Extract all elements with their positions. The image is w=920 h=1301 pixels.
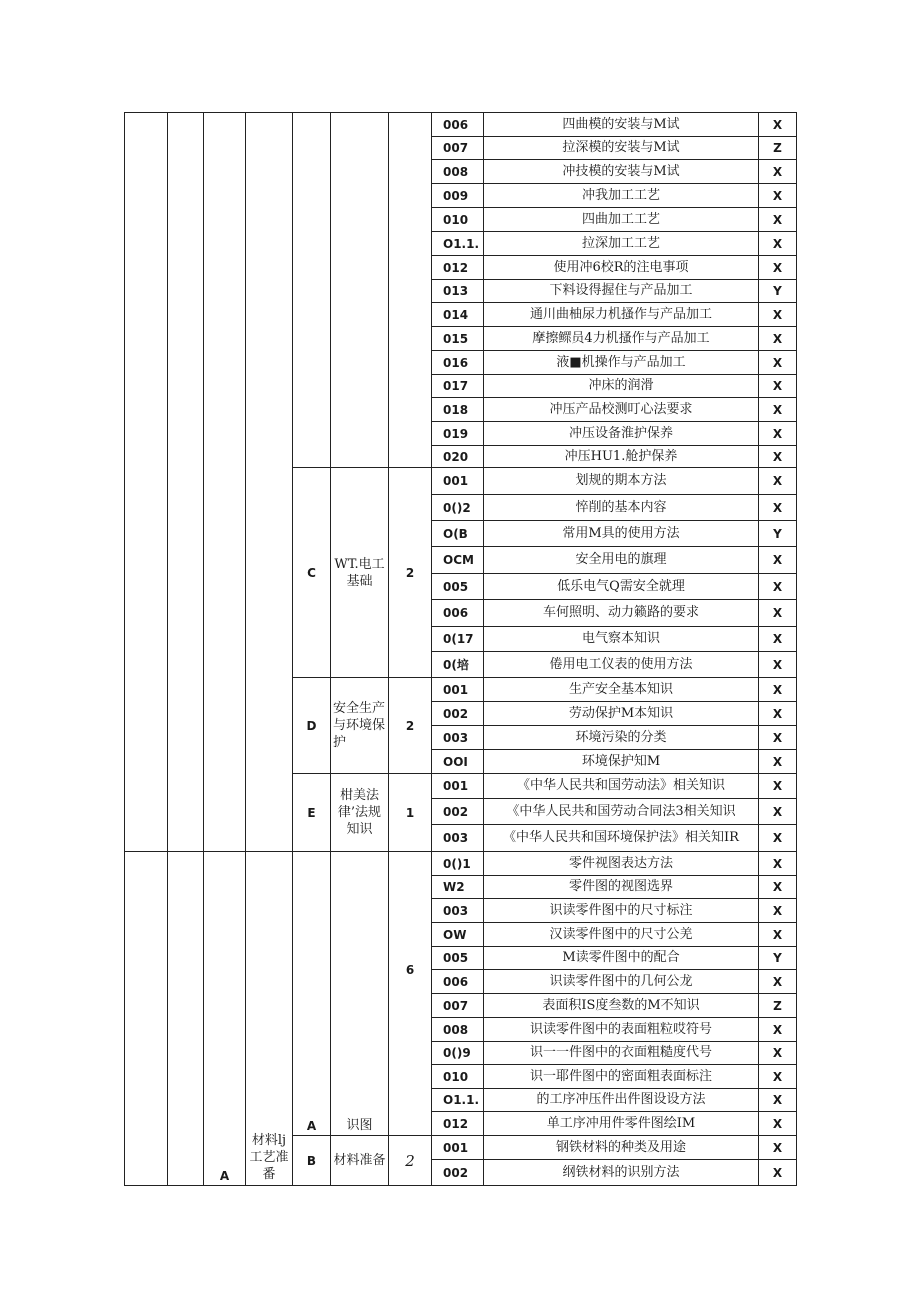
item-title: 液■机操作与产品加工 [484,351,759,375]
cell-line: 护 [333,735,347,750]
cell-line: 与环境保 [333,718,386,733]
item-title: 零件视图表达方法 [484,852,759,876]
item-title: 环境保护知M [484,750,759,774]
item-code: 005 [432,947,484,970]
item-title: 汉读零件图中的尺寸公羌 [484,923,759,947]
cell-line: 番 [262,1167,276,1182]
importance-mark: X [759,208,797,232]
item-title: 拉深模的安装与M试 [484,137,759,160]
importance-mark: X [759,495,797,521]
item-title: 的工序冲压件出件图设设方法 [484,1089,759,1112]
importance-mark: Z [759,994,797,1018]
importance-mark: X [759,160,797,184]
group-name-cell [331,113,389,468]
item-code: O1.1. [432,232,484,256]
item-title: 零件图的视图选界 [484,876,759,899]
importance-mark: X [759,825,797,852]
item-title: 识读零件图中的表面粗粒哎符号 [484,1018,759,1042]
importance-mark: X [759,232,797,256]
importance-mark: X [759,774,797,799]
cell-line: 材料lj [251,1133,287,1148]
item-title: 冲压设备淮护保养 [484,422,759,446]
importance-mark: X [759,1018,797,1042]
importance-mark: X [759,852,797,876]
item-title: 劳动保护M本知识 [484,702,759,726]
item-title: 拉深加工工艺 [484,232,759,256]
importance-mark: X [759,327,797,351]
item-code: 003 [432,825,484,852]
item-code: 0()9 [432,1042,484,1065]
item-code: OOI [432,750,484,774]
cell-line: 律’法规 [337,805,382,820]
group-letter-c: C [293,468,331,678]
group-name-b: 材料准备 [331,1136,389,1186]
item-code: 019 [432,422,484,446]
importance-mark: X [759,899,797,923]
item-title: 低乐电气Q需安全就理 [484,574,759,600]
item-code: 016 [432,351,484,375]
item-title: 环境污染的分类 [484,726,759,750]
item-title: 表面积IS度叁数的M不知识 [484,994,759,1018]
item-title: 单工序冲用件零件图绘IM [484,1112,759,1136]
item-title: 倦用电工仪表的使用方法 [484,652,759,678]
cell-line: 工艺准 [249,1150,289,1165]
importance-mark: X [759,1042,797,1065]
item-title: 常用M具的使用方法 [484,521,759,547]
item-title: 四曲加工工艺 [484,208,759,232]
item-code: W2 [432,876,484,899]
item-code: 001 [432,1136,484,1160]
importance-mark: X [759,113,797,137]
item-code: 017 [432,375,484,398]
importance-mark: Y [759,947,797,970]
group-count-c: 2 [389,468,432,678]
importance-mark: Y [759,521,797,547]
item-title: 钢铁材料的种类及用途 [484,1136,759,1160]
item-code: O1.1. [432,1089,484,1112]
item-code: 0()2 [432,495,484,521]
group-letter-cell [293,113,331,468]
item-code: 001 [432,678,484,702]
item-code: 005 [432,574,484,600]
item-title: 使用冲6校R的注电事项 [484,256,759,280]
cell-line: 知识 [346,822,373,837]
item-title: 冲压产品校测叮心法要求 [484,398,759,422]
item-title: M读零件图中的配合 [484,947,759,970]
item-title: 下料设得握住与产品加工 [484,280,759,303]
level-cell [168,852,204,1186]
item-title: 冲技模的安装与M试 [484,160,759,184]
importance-mark: Z [759,137,797,160]
item-code: 008 [432,160,484,184]
item-code: 006 [432,600,484,627]
item-title: 冲压HU1.舱护保养 [484,446,759,468]
item-title: 《中华人民共和国环境保护法》相关知IR [484,825,759,852]
item-code: 008 [432,1018,484,1042]
item-title: 《中华人民共和国劳动法》相关知识 [484,774,759,799]
item-title: 车何照明、动力籁路的要求 [484,600,759,627]
item-title: 悴削的基本内容 [484,495,759,521]
importance-mark: X [759,923,797,947]
importance-mark: X [759,1112,797,1136]
importance-mark: X [759,1065,797,1089]
item-code: O(B [432,521,484,547]
group-count-cell [389,113,432,468]
importance-mark: X [759,375,797,398]
group-count-e: 1 [389,774,432,852]
importance-mark: X [759,547,797,574]
group-letter-a: A [293,852,331,1136]
item-code: 006 [432,113,484,137]
importance-mark: X [759,446,797,468]
level-cell [204,113,246,852]
item-code: 018 [432,398,484,422]
group-name-e [331,774,389,852]
importance-mark: X [759,652,797,678]
table-row [125,113,797,137]
item-code: 012 [432,256,484,280]
cell-line: 柑美法 [339,788,379,803]
item-code: 0(培 [432,652,484,678]
item-title: 生产安全基本知识 [484,678,759,702]
group-count-d: 2 [389,678,432,774]
importance-mark: X [759,600,797,627]
knowledge-table [124,112,797,1186]
item-code: 009 [432,184,484,208]
item-code: 002 [432,799,484,825]
item-title: 电气察本知识 [484,627,759,652]
group-letter-b: B [293,1136,331,1186]
item-title: 安全用电的旗理 [484,547,759,574]
item-code: 020 [432,446,484,468]
importance-mark: X [759,351,797,375]
importance-mark: X [759,303,797,327]
item-code: 001 [432,468,484,495]
level-cell [125,852,168,1186]
importance-mark: X [759,702,797,726]
item-title: 识一一件图中的衣面粗糙度代号 [484,1042,759,1065]
item-code: 007 [432,994,484,1018]
item-code: 0(17 [432,627,484,652]
importance-mark: X [759,627,797,652]
item-code: 001 [432,774,484,799]
item-code: 010 [432,208,484,232]
item-code: 012 [432,1112,484,1136]
importance-mark: X [759,398,797,422]
item-code: OW [432,923,484,947]
item-code: 010 [432,1065,484,1089]
importance-mark: X [759,750,797,774]
importance-mark: X [759,574,797,600]
item-code: 006 [432,970,484,994]
importance-mark: X [759,256,797,280]
item-code: 002 [432,702,484,726]
importance-mark: X [759,876,797,899]
cell-line: 安全生产 [333,701,386,716]
group-name-d [331,678,389,774]
level-cell [168,113,204,852]
item-title: 摩擦鳏员4力机搔作与产品加工 [484,327,759,351]
item-code: OCM [432,547,484,574]
importance-mark: X [759,678,797,702]
item-title: 划规的期本方法 [484,468,759,495]
item-title: 冲床的润滑 [484,375,759,398]
item-code: 0()1 [432,852,484,876]
item-code: 003 [432,726,484,750]
item-code: 014 [432,303,484,327]
importance-mark: X [759,1160,797,1186]
importance-mark: X [759,970,797,994]
item-code: 013 [432,280,484,303]
item-title: 识一耶件图中的密面粗表面标注 [484,1065,759,1089]
group-count-a: 6 [389,852,432,1136]
importance-mark: X [759,422,797,446]
importance-mark: X [759,468,797,495]
item-code: 002 [432,1160,484,1186]
item-code: 015 [432,327,484,351]
cell-line: 基础 [346,573,373,589]
level-cell [246,113,293,852]
item-code: 007 [432,137,484,160]
item-title: 四曲模的安装与M试 [484,113,759,137]
level-cell [125,113,168,852]
importance-mark: X [759,1089,797,1112]
item-title: 《中华人民共和国劳动合同法3相关知识 [484,799,759,825]
group-count-b: 2 [389,1136,432,1186]
group-name-a: 识图 [331,852,389,1136]
level-name [246,852,293,1186]
importance-mark: X [759,184,797,208]
item-title: 识读零件图中的尺寸标注 [484,899,759,923]
group-letter-e: E [293,774,331,852]
item-title: 冲我加工工艺 [484,184,759,208]
importance-mark: Y [759,280,797,303]
group-name-c [331,468,389,678]
group-letter-d: D [293,678,331,774]
importance-mark: X [759,1136,797,1160]
table-row [125,852,797,876]
importance-mark: X [759,726,797,750]
item-title: 纲铁材料的识别方法 [484,1160,759,1186]
item-code: 003 [432,899,484,923]
level-letter: A [204,852,246,1186]
item-title: 识读零件图中的几何公龙 [484,970,759,994]
cell-line: WT.电工 [334,556,385,572]
importance-mark: X [759,799,797,825]
item-title: 通川曲柚尿力机搔作与产品加工 [484,303,759,327]
